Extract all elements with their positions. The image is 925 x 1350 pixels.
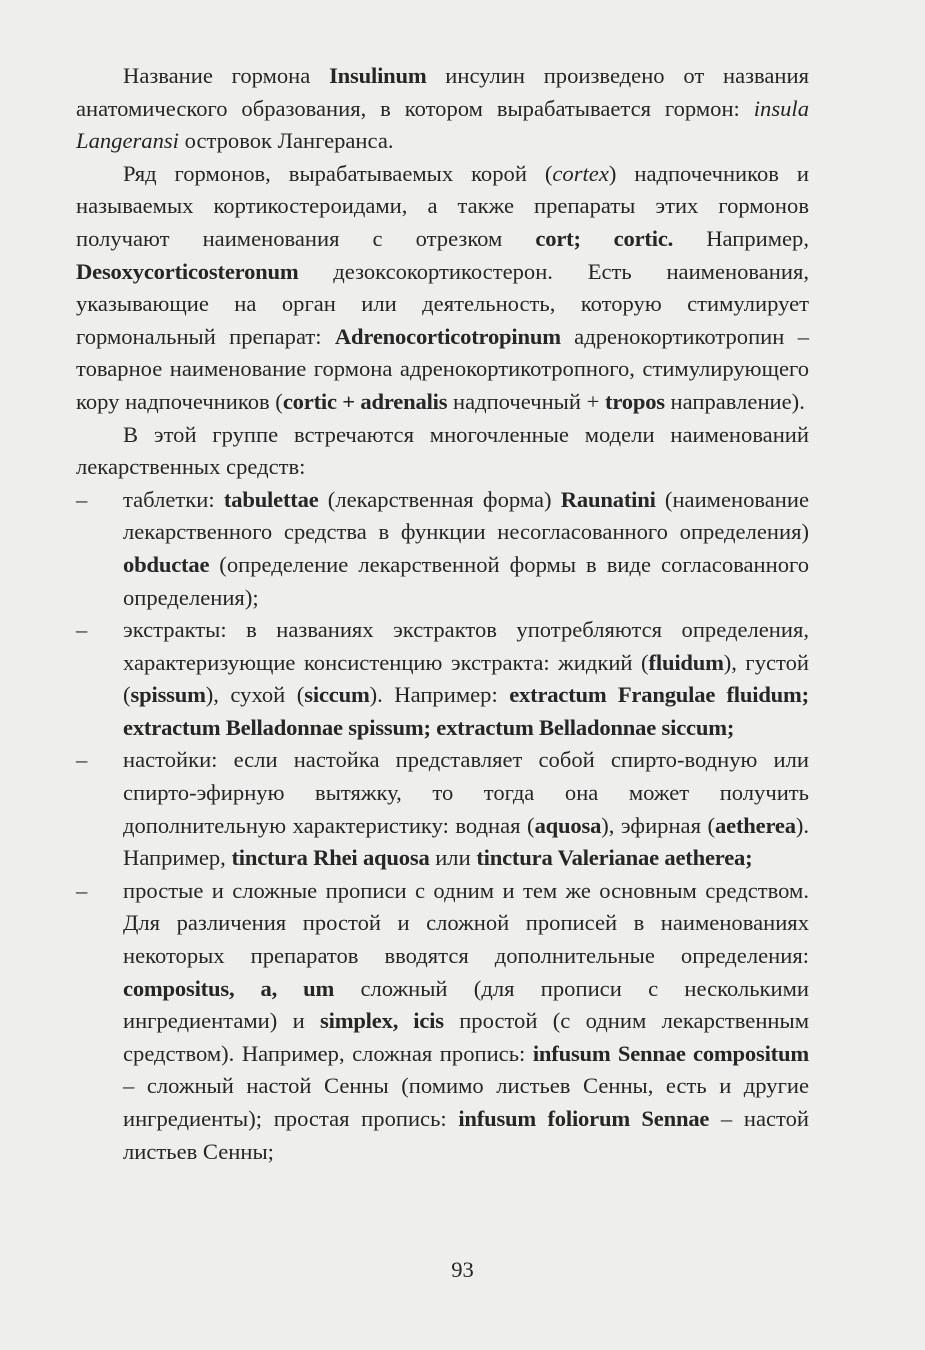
paragraph xyxy=(76,158,809,419)
text-run: – сложный настой Сенны (помимо листьев Сенны, есть и другие ингредиенты); простая пропись: xyxy=(123,1073,809,1131)
paragraph xyxy=(76,60,809,158)
text-run: Название гормона xyxy=(123,63,330,88)
text-run: ). Например: xyxy=(369,682,510,708)
bold-term: cortic + adrenalis xyxy=(282,388,448,414)
bold-term: tropos xyxy=(605,388,665,414)
text-run: Ряд гормонов, вырабатываемых корой ( xyxy=(123,160,553,186)
list-item xyxy=(76,875,809,1168)
italic-term: cortex xyxy=(552,160,609,186)
text-run: (наименование лекарственного средства в функции несогласованного определения) xyxy=(123,486,809,545)
text-run: (лекарственная форма) xyxy=(318,486,561,512)
list-dash: – xyxy=(76,747,88,773)
bold-term: simplex, icis xyxy=(320,1008,444,1034)
bold-term: spissum xyxy=(130,682,206,708)
text-run: простой (с одним лекарственным средством). Например, сложная пропись: xyxy=(123,1008,809,1066)
text-run: надпочечный + xyxy=(447,388,605,414)
bold-term: siccum xyxy=(304,682,370,708)
list-item xyxy=(76,744,809,874)
bold-term: Adrenocorticotropinum xyxy=(334,323,561,349)
list-dash: – xyxy=(76,617,88,643)
bold-term: Raunatini xyxy=(560,486,656,512)
text-run: В этой группе встречаются многочленные модели наименований лекарственных средств: xyxy=(76,421,809,480)
body-text xyxy=(76,60,809,1168)
text-run: простые и сложные прописи с одним и тем же основным средством. Для различения простой и сложной прописей в наименованиях некоторых препаратов вводятся дополнительные определения: xyxy=(123,877,809,969)
text-run: настойки: если настойка представляет собой спирто-водную или спирто-эфирную вытяжку, то тогда она может получить дополнительную характеристику: водная ( xyxy=(123,747,809,838)
text-run: таблетки: xyxy=(123,486,224,512)
list-dash: – xyxy=(76,486,88,512)
text-run: сложный (для прописи с несколькими ингредиентами) и xyxy=(123,975,810,1034)
text-run: ), густой ( xyxy=(123,649,809,708)
text-run: ). Например, xyxy=(123,812,809,871)
bold-term: fluidum xyxy=(648,649,724,675)
italic-term: insula Langeransi xyxy=(76,95,809,154)
text-run: островок Лангеранса. xyxy=(178,128,394,154)
text-run: инсулин произведено от названия анатомического образования, в котором вырабатывается гормон: xyxy=(76,63,809,121)
list-item xyxy=(76,614,809,744)
text-run: или xyxy=(429,845,477,871)
text-run: адренокортикотропин – товарное наименование гормона адренокортикотропного, стимулирующего кору надпочечников ( xyxy=(76,323,809,414)
bold-term: cort; cortic. xyxy=(535,225,674,251)
list-dash: – xyxy=(76,877,88,903)
paragraph xyxy=(76,419,809,484)
text-run: дезоксокортикостерон. Есть наименования, указывающие на орган или деятельность, которую стимулирует гормональный препарат: xyxy=(76,258,809,349)
bold-term: infusum Sennae compositum xyxy=(532,1040,809,1066)
page-number: 93 xyxy=(451,1257,474,1282)
text-run: ), эфирная ( xyxy=(601,812,716,838)
bold-term: tinctura Rhei aquosa xyxy=(231,845,430,871)
text-run: ), сухой ( xyxy=(205,682,305,708)
text-run: Например, xyxy=(673,225,809,251)
bold-term: Desoxycorticosteronum xyxy=(76,258,299,284)
bold-term: aquosa xyxy=(534,812,602,838)
bold-term: Insulinum xyxy=(329,63,427,88)
bold-term: tinctura Valerianae aetherea; xyxy=(476,845,753,871)
bold-term: infusum foliorum Sennae xyxy=(458,1106,710,1131)
bold-term: tabulettae xyxy=(223,486,319,512)
text-run: направление). xyxy=(664,388,805,414)
text-run: (определение лекарственной формы в виде согласованного определения); xyxy=(123,551,809,610)
bold-term: extractum Frangulae fluidum; extractum Belladonnae spissum; extractum Belladonnae siccum; xyxy=(123,682,809,740)
bold-term: obductae xyxy=(123,551,210,577)
text-run: экстракты: в названиях экстрактов употребляются определения, характеризующие консистенцию экстракта: жидкий ( xyxy=(123,617,809,675)
text-run: ) надпочечников и называемых кортикостероидами, а также препараты этих гормонов получают наименования с отрезком xyxy=(76,160,809,251)
text-run: – настой листьев Сенны; xyxy=(123,1106,809,1164)
list-item xyxy=(76,484,809,614)
bold-term: compositus, a, um xyxy=(123,975,335,1001)
bold-term: aetherea xyxy=(715,812,796,838)
